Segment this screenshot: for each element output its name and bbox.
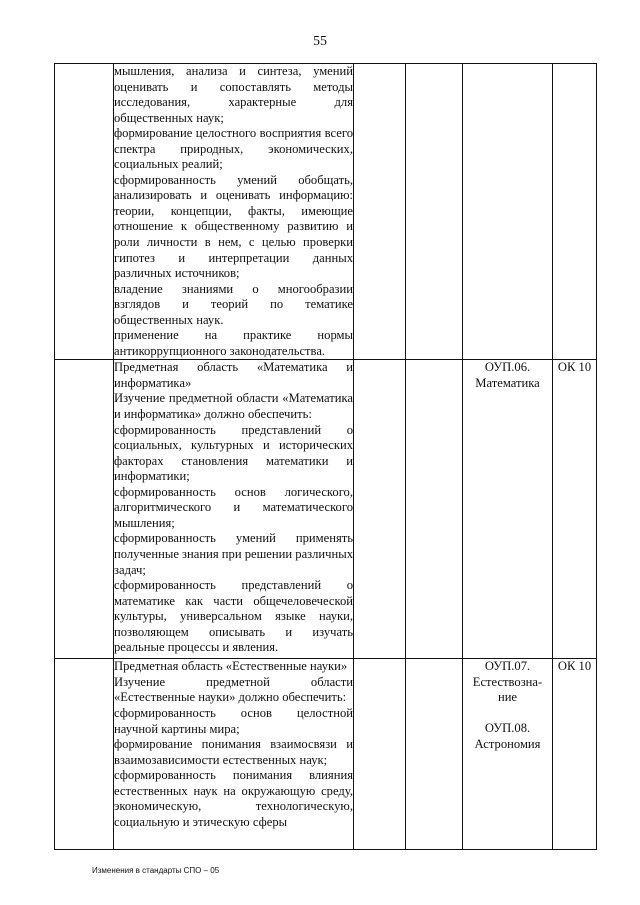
- requirement-text: сформированность основ целостной научной картины мира;: [114, 706, 353, 736]
- requirement-text: Изучение предметной области «Естественные науки» должно обеспечить:: [114, 674, 353, 705]
- subject-area-title: Предметная область «Естественные науки»: [114, 659, 348, 674]
- requirements-cell: [114, 360, 354, 659]
- discipline-index-cell: [463, 659, 553, 850]
- empty-cell: [354, 659, 406, 850]
- discipline-name: Естествозна-: [472, 674, 543, 689]
- competence-cell: [553, 64, 597, 360]
- footer-note: Изменения в стандарты СПО – 05: [92, 866, 220, 875]
- empty-cell: [55, 64, 114, 360]
- empty-cell: [406, 360, 463, 659]
- table-row: [55, 659, 597, 850]
- competence-cell: ОК 10: [553, 360, 597, 659]
- requirement-text: мышления, анализа и синтеза, умений оценивать и сопоставлять методы исследования, характерные для общественных наук;: [114, 64, 353, 125]
- spacer: [463, 706, 552, 721]
- requirement-text: сформированность основ логического, алгоритмического и математического мышления;: [114, 484, 353, 530]
- discipline-name: ние: [497, 690, 518, 705]
- requirement-text: сформированность представлений о социальных, культурных и исторических факторах становления математики и информатики;: [114, 422, 353, 484]
- empty-cell: [55, 659, 114, 850]
- empty-cell: [354, 64, 406, 360]
- discipline-code: ОУП.06.: [484, 360, 531, 375]
- table-row: [55, 64, 597, 360]
- discipline-name: Астрономия: [474, 736, 541, 751]
- requirements-cell: [114, 659, 354, 850]
- requirement-text: применение на практике нормы антикоррупционного законодательства.: [114, 328, 353, 358]
- requirement-text: Изучение предметной области «Математика и информатика» должно обеспечить:: [114, 391, 353, 422]
- table-row: [55, 360, 597, 659]
- requirement-text: формирование целостного восприятия всего спектра природных, экономических, социальных реалий;: [114, 126, 353, 172]
- competence-cell: ОК 10: [553, 659, 597, 850]
- discipline-name: Математика: [475, 375, 540, 390]
- empty-cell: [55, 360, 114, 659]
- subject-area-title: Предметная область «Математика и информатика»: [114, 360, 353, 390]
- requirement-text: формирование понимания взаимосвязи и взаимозависимости естественных наук;: [114, 737, 353, 767]
- discipline-index-cell: [463, 64, 553, 360]
- requirement-text: сформированность представлений о математике как части общечеловеческой культуры, универсальном языке науки, позволяющем описывать и изучать реальные процессы и явления.: [114, 578, 353, 655]
- empty-cell: [406, 659, 463, 850]
- empty-cell: [354, 360, 406, 659]
- discipline-code: ОУП.07.: [484, 659, 531, 674]
- discipline-index-cell: [463, 360, 553, 659]
- requirements-cell: [114, 64, 354, 360]
- requirement-text: сформированность понимания влияния естественных наук на окружающую среду, экономическую, технологическую, социальную и этическую сферы: [114, 768, 353, 829]
- empty-cell: [406, 64, 463, 360]
- requirement-text: сформированность умений обобщать, анализировать и оценивать информацию: теории, концепции, факты, имеющие отношение к общественному развитию и роли личности в нем, с целью проверки гипотез и интерпретации данных различных источников;: [114, 172, 353, 281]
- requirement-text: владение знаниями о многообразии взглядов и теорий по тематике общественных наук.: [114, 281, 353, 327]
- requirement-text: сформированность умений применять полученные знания при решении различных задач;: [114, 531, 353, 577]
- page-number: 55: [313, 34, 327, 49]
- discipline-code: ОУП.08.: [484, 721, 531, 736]
- curriculum-table: [54, 63, 597, 850]
